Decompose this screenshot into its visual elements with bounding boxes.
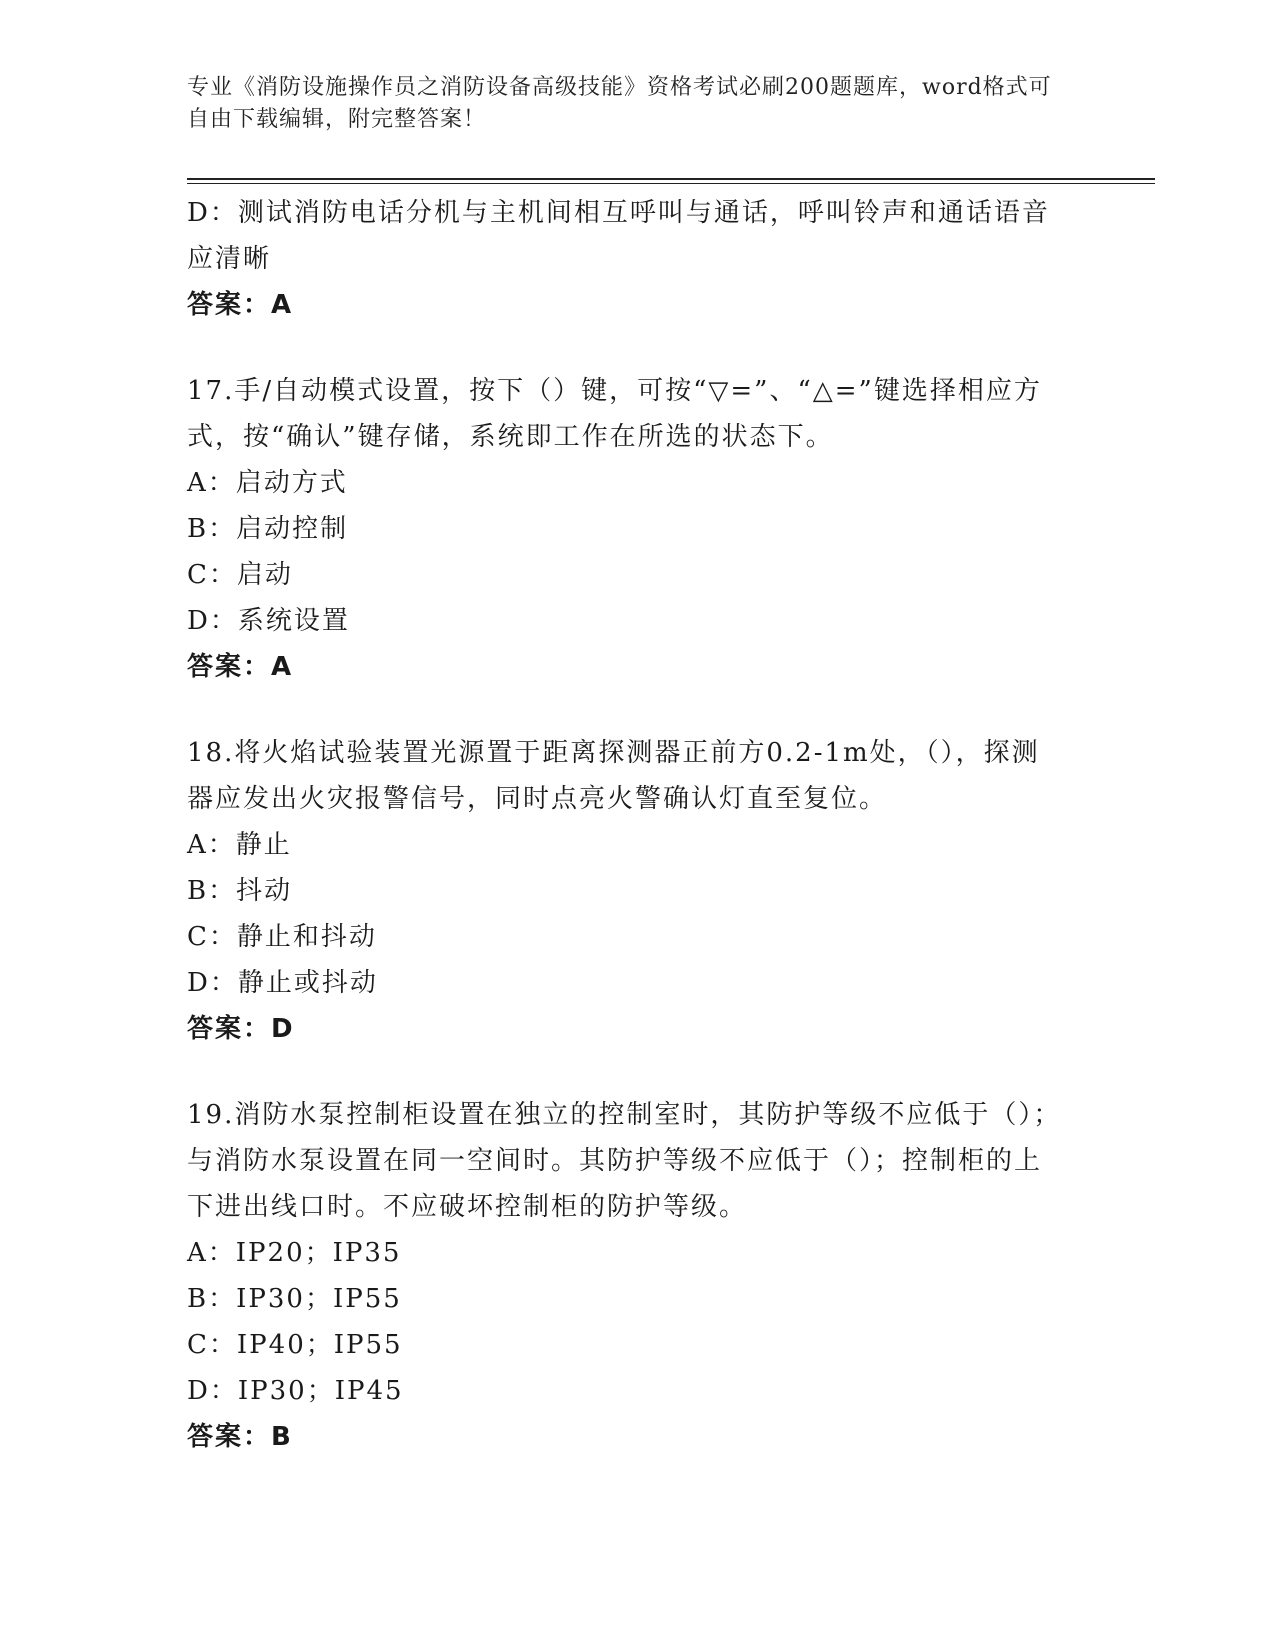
option-c: C：静止和抖动 — [187, 922, 377, 952]
question-stem: 19.消防水泵控制柜设置在独立的控制室时，其防护等级不应低于（）；与消防水泵设置在同一空间时。其防护等级不应低于（）；控制柜的上下进出线口时。不应破坏控制柜的防护等级。 — [187, 1100, 1062, 1222]
question-stem: 18.将火焰试验装置光源置于距离探测器正前方0.2-1m处，（），探测器应发出火灾报警信号，同时点亮火警确认灯直至复位。 — [187, 738, 1040, 814]
document-header: 专业《消防设施操作员之消防设备高级技能》资格考试必刷200题题库，word格式可自由下载编辑，附完整答案！ — [187, 75, 1052, 132]
question-17 — [187, 368, 1067, 690]
header-divider-thick — [187, 178, 1155, 180]
option-b: B：IP30；IP55 — [187, 1284, 402, 1314]
option-b: B：抖动 — [187, 876, 293, 906]
question-answer: 答案：B — [187, 1422, 293, 1452]
option-a: A：启动方式 — [187, 468, 348, 498]
question-answer: 答案：D — [187, 1014, 295, 1044]
option-c: C：启动 — [187, 560, 293, 590]
question-stem: 17.手/自动模式设置，按下（）键，可按“▽=”、“△=”键选择相应方式，按“确认”键存储，系统即工作在所选的状态下。 — [187, 376, 1042, 452]
option-a: A：静止 — [187, 830, 292, 860]
option-b: B：启动控制 — [187, 514, 349, 544]
continued-answer: 答案：A — [187, 290, 294, 320]
question-answer: 答案：A — [187, 652, 294, 682]
document-body — [187, 190, 1067, 1460]
header-divider-thin — [187, 183, 1155, 184]
question-19 — [187, 1092, 1067, 1460]
option-d: D：IP30；IP45 — [187, 1376, 404, 1406]
option-a: A：IP20；IP35 — [187, 1238, 402, 1268]
question-18 — [187, 730, 1067, 1052]
option-c: C：IP40；IP55 — [187, 1330, 403, 1360]
continued-option-d: D：测试消防电话分机与主机间相互呼叫与通话，呼叫铃声和通话语音应清晰 — [187, 198, 1050, 274]
option-d: D：静止或抖动 — [187, 968, 378, 998]
option-d: D：系统设置 — [187, 606, 350, 636]
